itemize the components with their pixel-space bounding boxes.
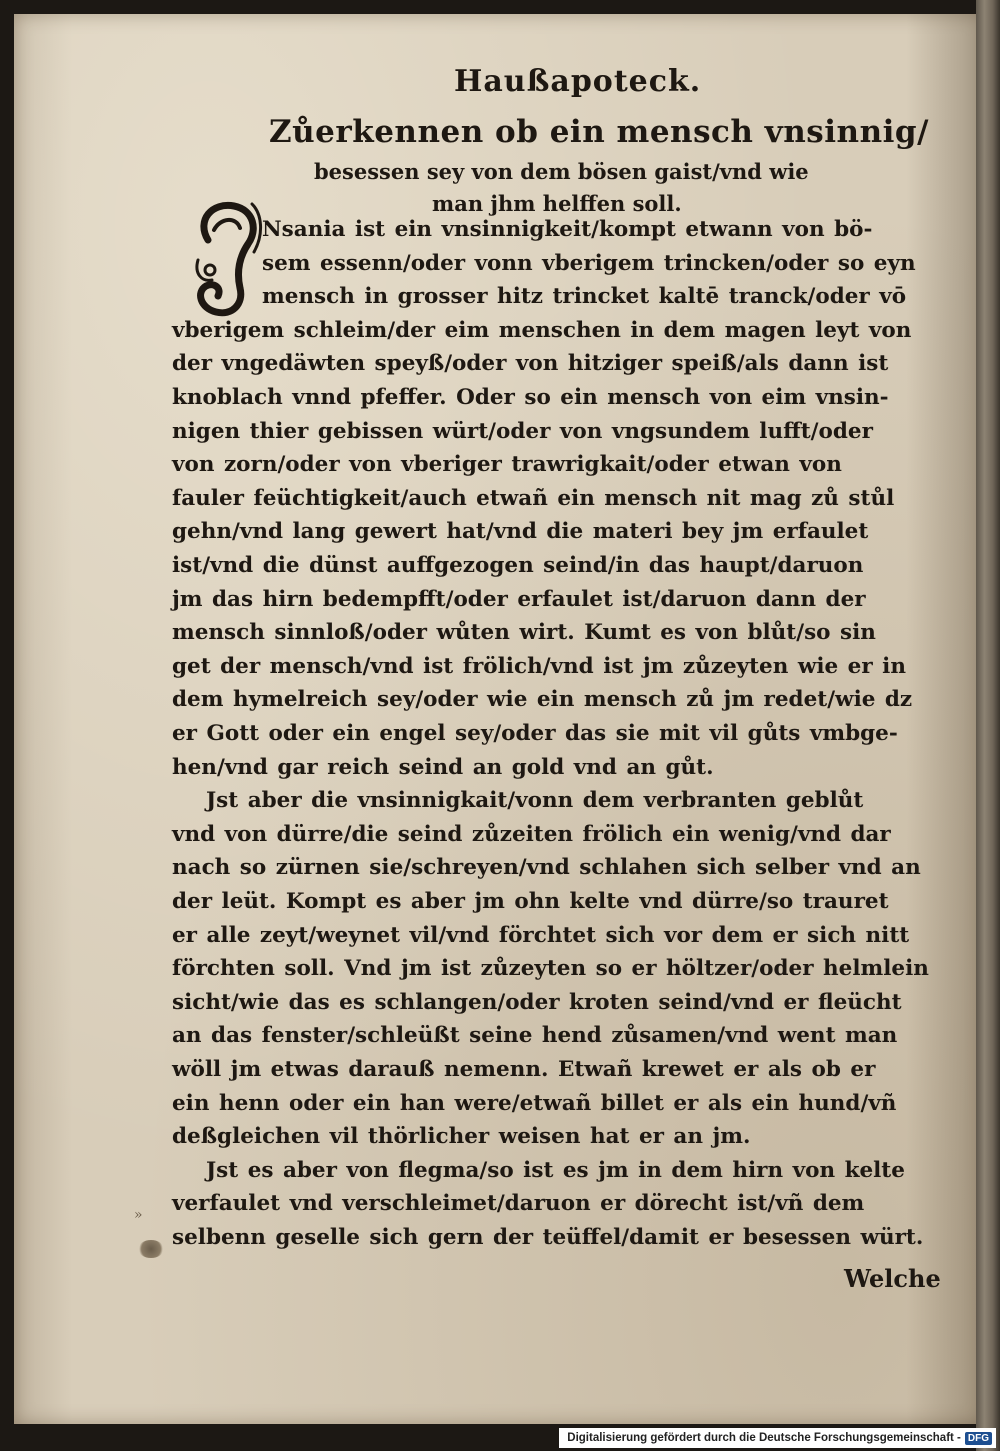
body-line: der leüt. Kompt es aber jm ohn kelte vnd dürre/so trauret <box>172 889 889 914</box>
footer-credit-text: Digitalisierung gefördert durch die Deutsche Forschungsgemeinschaft - <box>567 1432 961 1444</box>
body-line: er alle zeyt/weynet vil/vnd förchtet sich vor dem er sich nitt <box>172 922 910 948</box>
book-edge <box>976 0 1000 1451</box>
chapter-subtitle-line: man jhm helffen soll. <box>432 191 682 216</box>
body-line: mensch in grosser hitz trincket kaltē tranck/oder vō <box>262 284 907 310</box>
body-line: von zorn/oder von vberiger trawrigkait/oder etwan von <box>172 452 842 478</box>
book-page <box>14 14 984 1424</box>
body-line: er Gott oder ein engel sey/oder das sie mit vil gůts vmbge- <box>172 721 898 746</box>
body-line: ein henn oder ein han were/etwañ billet er als ein hund/vñ <box>172 1090 897 1116</box>
body-line: förchten soll. Vnd jm ist zůzeyten so er höltzer/oder helmlein <box>172 956 929 982</box>
ink-blot <box>138 1240 164 1258</box>
body-line: vberigem schleim/der eim menschen in dem magen leyt von <box>172 317 912 343</box>
body-line: get der mensch/vnd ist frölich/vnd ist jm zůzeyten wie er in <box>172 653 906 679</box>
body-line: knoblach vnnd pfeffer. Oder so ein mensch von eim vnsin- <box>172 385 889 410</box>
body-line: gehn/vnd lang gewert hat/vnd die materi bey jm erfaulet <box>172 519 869 545</box>
chapter-subtitle-line: besessen sey von dem bösen gaist/vnd wie <box>314 159 809 184</box>
body-line: Jst es aber von flegma/so ist es jm in dem hirn von kelte <box>206 1157 905 1183</box>
body-line: nigen thier gebissen würt/oder von vngsundem lufft/oder <box>172 418 873 444</box>
body-line: vnd von dürre/die seind zůzeiten frölich ein wenig/vnd dar <box>172 821 891 847</box>
body-line: hen/vnd gar reich seind an gold vnd an gůt. <box>172 754 714 780</box>
body-line: sem essenn/oder vonn vberigem trincken/oder so eyn <box>262 250 916 276</box>
footer-credit <box>559 1428 996 1448</box>
body-line: an das fenster/schleüßt seine hend zůsamen/vnd went man <box>172 1023 898 1049</box>
decorated-initial-j <box>192 200 270 318</box>
marginal-mark: » <box>134 1207 143 1223</box>
body-line: jm das hirn bedempfft/oder erfaulet ist/daruon dann der <box>172 586 866 612</box>
body-line: Jst aber die vnsinnigkait/vonn dem verbranten geblůt <box>206 788 864 814</box>
chapter-title: Zůerkennen ob ein mensch vnsinnig/ <box>269 114 929 150</box>
body-line: deßgleichen vil thörlicher weisen hat er an jm. <box>172 1124 751 1150</box>
body-line: Nsania ist ein vnsinnigkeit/kompt etwann von bö- <box>262 217 873 242</box>
dfg-logo: DFG <box>965 1432 992 1445</box>
catchword: Welche <box>844 1264 941 1293</box>
body-line: fauler feüchtigkeit/auch etwañ ein mensch nit mag zů stůl <box>172 485 895 511</box>
body-line: wöll jm etwas darauß nemenn. Etwañ krewet er als ob er <box>172 1057 876 1082</box>
body-line: mensch sinnloß/oder wůten wirt. Kumt es von blůt/so sin <box>172 620 876 646</box>
body-line: der vngedäwten speyß/oder von hitziger speiß/als dann ist <box>172 351 889 377</box>
body-line: selbenn geselle sich gern der teüffel/damit er besessen würt. <box>172 1225 924 1250</box>
body-line: sicht/wie das es schlangen/oder kroten seind/vnd er fleücht <box>172 989 902 1015</box>
body-line: verfaulet vnd verschleimet/daruon er dörecht ist/vñ dem <box>172 1191 865 1217</box>
running-head: Haußapoteck. <box>454 64 702 99</box>
body-line: dem hymelreich sey/oder wie ein mensch zů jm redet/wie dz <box>172 687 913 713</box>
body-line: ist/vnd die dünst auffgezogen seind/in das haupt/daruon <box>172 553 864 578</box>
body-line: nach so zürnen sie/schreyen/vnd schlahen sich selber vnd an <box>172 855 921 881</box>
